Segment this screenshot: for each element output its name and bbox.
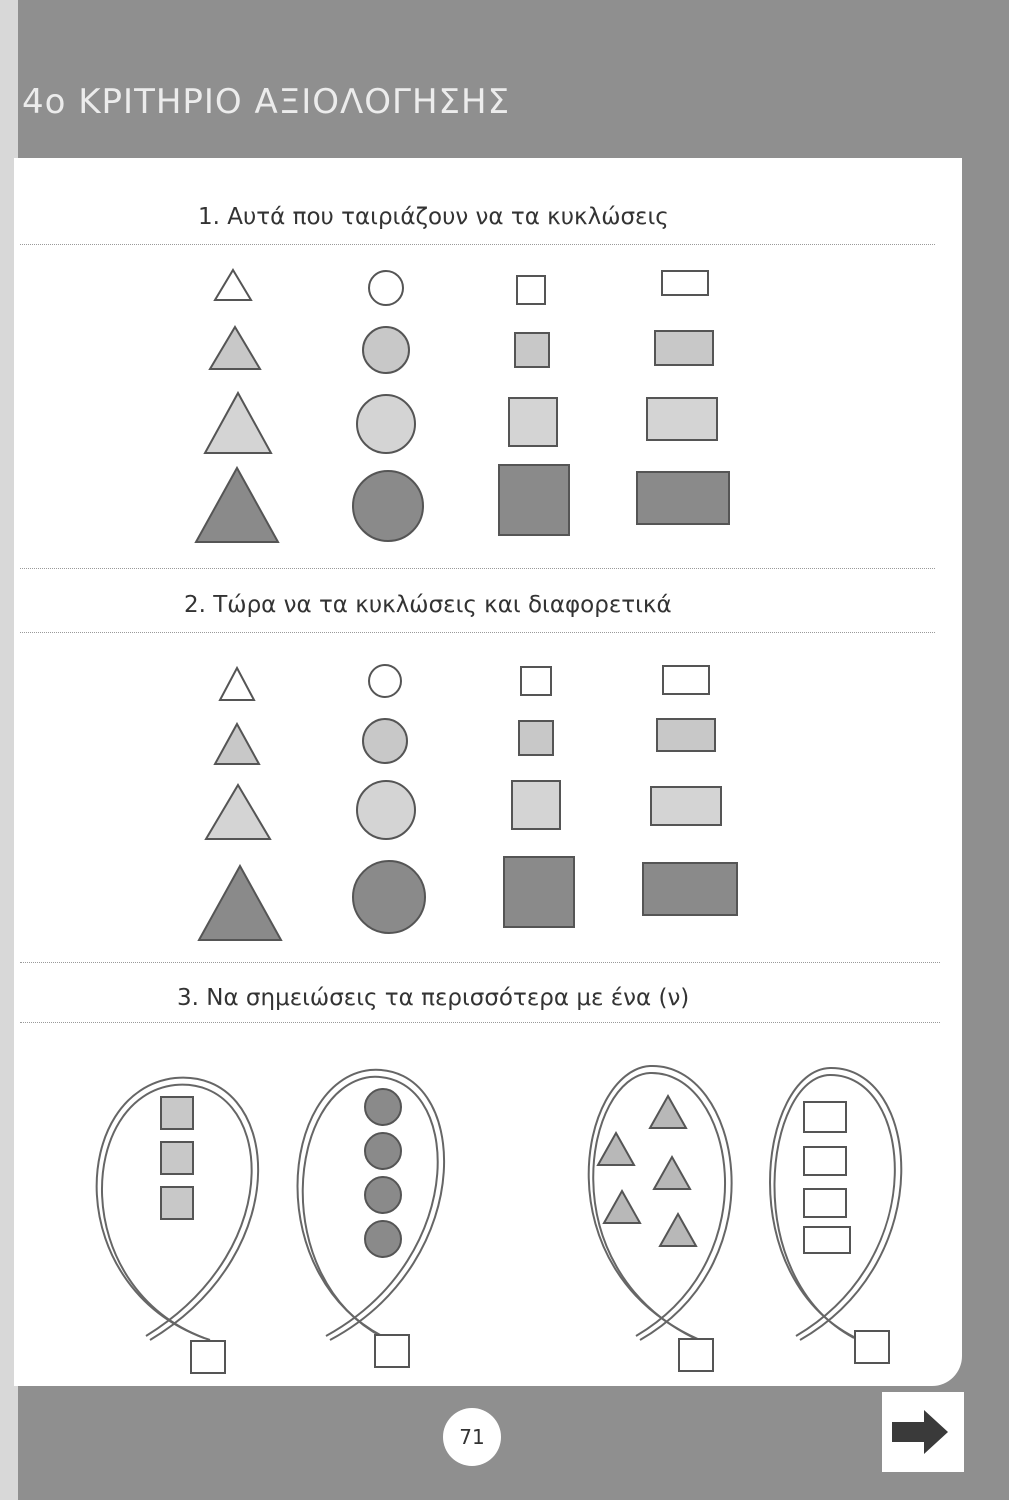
triangle-shape bbox=[654, 1157, 690, 1189]
circle-shape bbox=[364, 1220, 402, 1258]
square-shape bbox=[160, 1186, 194, 1220]
square-shape bbox=[160, 1141, 194, 1175]
triangle-shape bbox=[598, 1133, 634, 1165]
triangle-shape bbox=[650, 1096, 686, 1128]
triangle-shape bbox=[604, 1191, 640, 1223]
circle-shape bbox=[364, 1088, 402, 1126]
section-2-title: 2. Τώρα να τα κυκλώσεις και διαφορετικά bbox=[184, 592, 672, 618]
next-page-button[interactable] bbox=[882, 1392, 964, 1472]
answer-checkbox[interactable] bbox=[190, 1340, 226, 1374]
circle-shape bbox=[364, 1132, 402, 1170]
circle-shape bbox=[364, 1176, 402, 1214]
square-shape bbox=[160, 1096, 194, 1130]
rectangle-shape bbox=[803, 1188, 847, 1218]
page-number: 71 bbox=[443, 1408, 501, 1466]
page-title: 4ο ΚΡΙΤΗΡΙΟ ΑΞΙΟΛΟΓΗΣΗΣ bbox=[22, 82, 511, 122]
rectangle-shape bbox=[803, 1226, 851, 1254]
section-3-title: 3. Να σημειώσεις τα περισσότερα με ένα (ν) bbox=[177, 985, 690, 1011]
answer-checkbox[interactable] bbox=[678, 1338, 714, 1372]
section-1-title: 1. Αυτά που ταιριάζουν να τα κυκλώσεις bbox=[198, 204, 669, 230]
arrow-right-icon bbox=[882, 1392, 964, 1472]
triangle-shape bbox=[660, 1214, 696, 1246]
rectangle-shape bbox=[803, 1146, 847, 1176]
answer-checkbox[interactable] bbox=[854, 1330, 890, 1364]
rectangle-shape bbox=[803, 1101, 847, 1133]
answer-checkbox[interactable] bbox=[374, 1334, 410, 1368]
